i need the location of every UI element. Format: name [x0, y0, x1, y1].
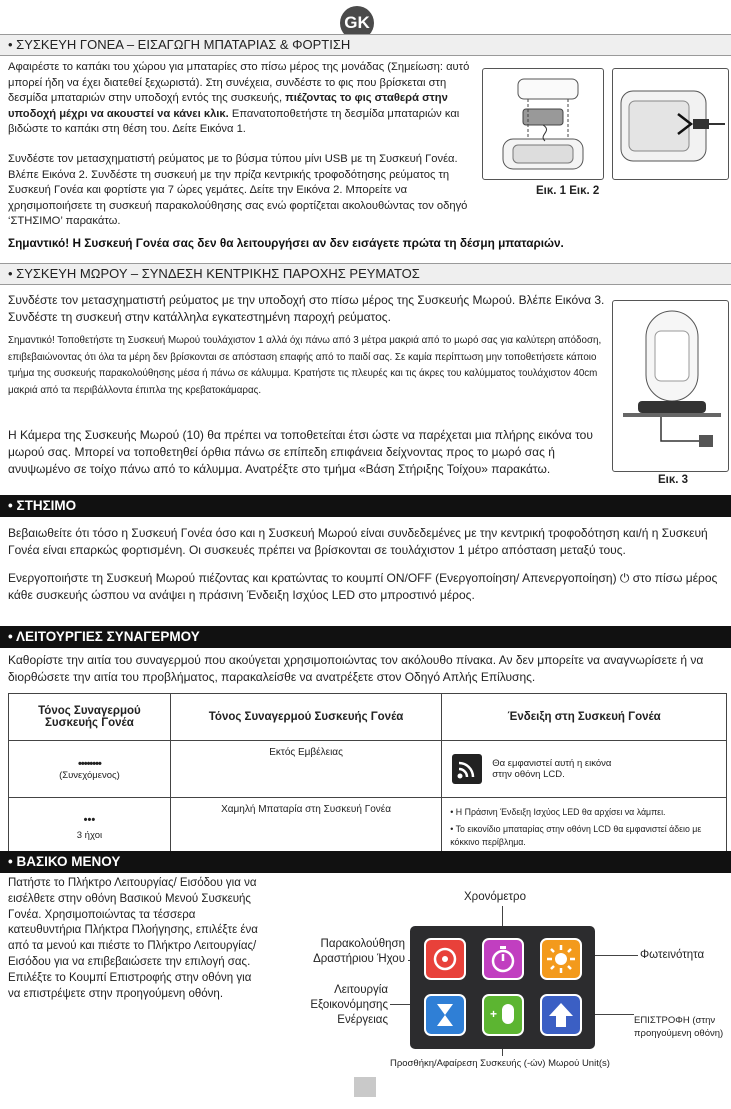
- sec5-paragraph: Πατήστε το Πλήκτρο Λειτουργίας/ Εισόδου για να εισέλθετε στην οθόνη Βασικού Μενού Συσκευής Γονέα. Χρησιμοποιώντας τα τέσσερα κατευθυντήρια Πλήκτρα Πλοήγησης, επιλέξτε ένα από τα μενού και πιέστε το Πλήκτρο Λειτουργίας/Εισόδου για να επιβεβαιώσετε την επιλογή σας. Επιλέξτε το Κουμπί Επιστροφής στην οθόνη για να επιστρέψετε στην προηγούμενη οθόνη.: [8, 877, 258, 1000]
- figure-3-caption: Εικ. 3: [658, 474, 689, 486]
- label-add-remove-units: Προσθήκη/Αφαίρεση Συσκευής (-ών) Μωρού Unit(s): [390, 1058, 610, 1069]
- signal-out-of-range-icon: [452, 754, 482, 784]
- sec1-paragraph-1: Αφαιρέστε το καπάκι του χώρου για μπαταρίες στο πίσω μέρος της μονάδας (Σημείωση: αυτό μπορεί ήδη να έχει διατεθεί ξεχωριστά). Στη συνέχεια, συνδέστε το φις που βρίσκεται στη δεσμίδα μπαταριών στην υποδοχή εντός της συσκευής, πιέζοντας το φις σταθερά στην υποδοχή μέχρι να ακουστεί να κάνει κλικ. Επανατοποθετήστε τη δεσμίδα μπαταριών και βιδώστε το καπάκι στη θέση του. Δείτε Εικόνα 1.: [8, 61, 470, 136]
- table-header-row: [9, 694, 727, 741]
- alarm-table: [8, 693, 727, 857]
- table-header: Ένδειξη στη Συσκευή Γονέα: [442, 694, 727, 741]
- section-title-baby-power: • ΣΥΣΚΕΥΗ ΜΩΡΟΥ – ΣΥΝΔΕΣΗ ΚΕΝΤΡΙΚΗΣ ΠΑΡΟΧΗΣ ΡΕΥΜΑΤΟΣ: [0, 263, 731, 285]
- sec1-important-note: Σημαντικό! Η Συσκευή Γονέα σας δεν θα λειτουργήσει αν δεν εισάγετε πρώτα τη δέσμη μπαταριών.: [8, 236, 564, 250]
- table-cell-cause: Χαμηλή Μπαταρία στη Συσκευή Γονέα: [170, 798, 441, 857]
- figure-3-baby-unit: [612, 300, 729, 472]
- label-eco-mode: Λειτουργία Εξοικονόμησης Ενέργειας: [310, 984, 388, 1026]
- table-row: [9, 798, 727, 857]
- figure-1-2-caption: Εικ. 1 Εικ. 2: [536, 185, 600, 197]
- sec3-paragraph-1: Βεβαιωθείτε ότι τόσο η Συσκευή Γονέα όσο και η Συσκευή Μωρού είναι συνδεδεμένες με την κεντρική τροφοδότηση και/ή η Συσκευή Γονέα είναι επαρκώς φορτισμένη. Οι συσκευές πρέπει να βρίσκονται σε τουλάχιστον 1 μέτρο απόσταση μεταξύ τους.: [8, 526, 708, 557]
- label-timer: Χρονόμετρο: [464, 891, 526, 903]
- sec1-paragraph-2: Συνδέστε τον μετασχηματιστή ρεύματος με το βύσμα τύπου μίνι USB με τη Συσκευή Γονέα. Βλέπε Εικόνα 2. Συνδέστε τη συσκευή με την πρίζα κεντρικής τροφοδότησης ρεύματος τη Συσκευή Γονέα και φορτίστε για 7 ώρες γεμάτες. Δείτε την Εικόνα 2. Μπορείτε να χρησιμοποιήσετε τη συσκευή παρακολούθησης σας ενώ φορτίζεται ακολουθώντας τον οδηγό ‘ΣΤΗΣΙΜΟ’ παρακάτω.: [8, 153, 468, 228]
- main-menu-screen: [410, 926, 595, 1049]
- sec2-paragraph-2: Σημαντικό! Τοποθετήστε τη Συσκευή Μωρού τουλάχιστον 1 αλλά όχι πάνω από 3 μέτρα μακριά από το μωρό σας για καλύτερη απόδοση, επιβεβαιώνοντας ότι όλα τα μέρη δεν βρίσκονται σε απόσταση επαφής από το παιδί σας. Σε καμία περίπτωση μην τοποθετήσετε κάποιο τμήμα της συσκευής παρακολούθησης μέσα ή πάνω σε κάλυμμα. Κρατήστε τις πλευρές και τις άκρες του καλύμματος τουλάχιστον 40cm μακριά από τα περιβάλλοντα έπιπλα της κρεβατοκάμαρας.: [8, 335, 602, 396]
- table-cell-indication: • Η Πράσινη Ένδειξη Ισχύος LED θα αρχίσει να λάμπει. • Το εικονίδιο μπαταρίας στην οθόνη LCD θα εμφανιστεί άδειο με κόκκινο περίβλημα.: [442, 798, 727, 857]
- section-title-alarm-functions: • ΛΕΙΤΟΥΡΓΙΕΣ ΣΥΝΑΓΕΡΜΟΥ: [0, 626, 731, 648]
- label-back: ΕΠΙΣΤΡΟΦΗ (στην προηγούμενη οθόνη): [634, 1015, 724, 1039]
- back-arrow-icon[interactable]: [540, 994, 582, 1036]
- figure-2-charging: [612, 68, 729, 180]
- label-brightness: Φωτεινότητα: [640, 949, 705, 961]
- table-header: Τόνος Συναγερμού Συσκευής Γονέα: [9, 694, 171, 741]
- section-title-parent-battery: • ΣΥΣΚΕΥΗ ΓΟΝΕΑ – ΕΙΣΑΓΩΓΗ ΜΠΑΤΑΡΙΑΣ & ΦΟΡΤΙΣΗ: [0, 34, 731, 56]
- timer-icon[interactable]: [482, 938, 524, 980]
- eco-mode-hourglass-icon[interactable]: [424, 994, 466, 1036]
- table-cell-tone: •••••••• (Συνεχόμενος): [9, 741, 171, 798]
- table-header: Τόνος Συναγερμού Συσκευής Γονέα: [170, 694, 441, 741]
- sec2-paragraph-3: Η Κάμερα της Συσκευής Μωρού (10) θα πρέπει να τοποθετείται έτσι ώστε να παρέχεται μια πλήρης εικόνα του μωρού σας. Μπορεί να τοποθετηθεί όρθια πάνω σε επίπεδη επιφάνεια δείχνοντας προς το μωρό σας ή ανυψωμένο σε τοίχο πάνω από το κάλυμμα. Ανατρέξτε στο τμήμα «Βάση Στήριξης Τοίχου» παρακάτω.: [8, 428, 593, 476]
- label-sound-monitoring: Παρακολούθηση Δραστήριου Ήχου: [313, 938, 405, 965]
- figure-1-battery-insert: [482, 68, 604, 180]
- table-row: [9, 741, 727, 798]
- table-cell-tone: ••• 3 ήχοι: [9, 798, 171, 857]
- add-remove-unit-icon[interactable]: [482, 994, 524, 1036]
- sec3-paragraph-2: Ενεργοποιήστε τη Συσκευή Μωρού πιέζοντας και κρατώντας το κουμπί ON/OFF (Ενεργοποίηση/ Απενεργοποίηση) ⏻ στο πίσω μέρος κάθε συσκευής ώσπου να ανάψει η πράσινη Ένδειξη Ισχύος LED στο μπροστινό μέρος.: [8, 571, 718, 602]
- table-cell-indication: Θα εμφανιστεί αυτή η εικόνα στην οθόνη LCD.: [442, 741, 727, 798]
- page-number-box: [354, 1077, 376, 1097]
- svg-text:+: +: [490, 1007, 498, 1021]
- language-badge: GK: [340, 6, 374, 40]
- sound-monitoring-icon[interactable]: [424, 938, 466, 980]
- sec2-paragraph-1: Συνδέστε τον μετασχηματιστή ρεύματος με την υποδοχή στο πίσω μέρος της Συσκευής Μωρού. Βλέπε Εικόνα 3. Συνδέστε τη συσκευή στην κατάλληλα εγκατεστημένη παροχή ρεύματος.: [8, 293, 605, 324]
- sec4-intro: Καθορίστε την αιτία του συναγερμού που ακούγεται χρησιμοποιώντας τον ακόλουθο πίνακα. Αν δεν μπορείτε να αναγνωρίσετε ή να διορθώσετε την αιτία του προβλήματος, παρακαλείσθε να ανατρέξετε στον Οδηγό Απλής Επίλυσης.: [8, 653, 704, 684]
- table-cell-cause: Εκτός Εμβέλειας: [170, 741, 441, 798]
- brightness-icon[interactable]: [540, 938, 582, 980]
- section-title-main-menu: • ΒΑΣΙΚΟ ΜΕΝΟΥ: [0, 851, 731, 873]
- section-title-setup: • ΣΤΗΣΙΜΟ: [0, 495, 731, 517]
